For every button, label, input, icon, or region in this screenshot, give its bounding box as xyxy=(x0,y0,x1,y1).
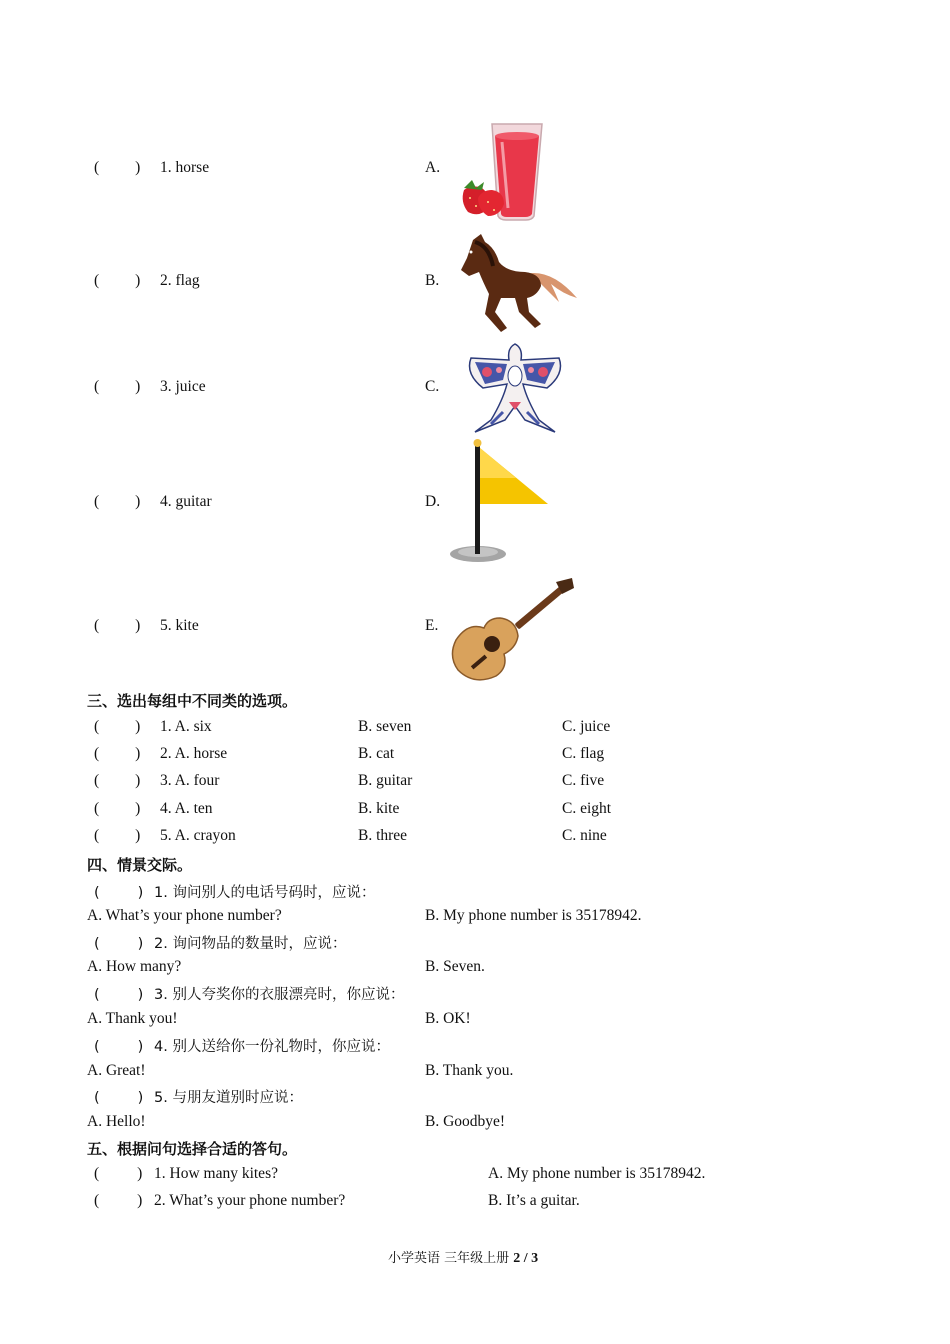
section3-title: 三、选出每组中不同类的选项。 xyxy=(87,692,298,710)
option-b: B. Thank you. xyxy=(425,1062,514,1079)
answer-blank[interactable]: ( ) xyxy=(94,272,141,289)
list-item: ( ) 1. How many kites? xyxy=(94,1165,278,1182)
list-item: ( ) 4. A. ten xyxy=(94,800,213,817)
question: ( ) 5. 与朋友道别时应说： xyxy=(94,1090,303,1106)
answer-blank[interactable]: ( ) xyxy=(94,1192,143,1209)
answer-blank[interactable]: ( ) xyxy=(94,987,144,1003)
option-b: B. Seven. xyxy=(425,958,485,975)
option-b: B. My phone number is 35178942. xyxy=(425,907,642,924)
option-b: B. seven xyxy=(358,718,412,735)
option-a: A. What’s your phone number? xyxy=(87,907,282,924)
option-b: B. OK! xyxy=(425,1010,471,1027)
match-row-2 xyxy=(94,272,200,290)
item-number: 4. xyxy=(160,493,172,510)
item-word: kite xyxy=(175,617,199,634)
option-letter: A. xyxy=(425,159,441,176)
option-b: B. Goodbye! xyxy=(425,1113,506,1130)
option-a: A. Great! xyxy=(87,1062,146,1079)
answer-blank[interactable]: ( ) xyxy=(94,1090,144,1106)
option-c: C. nine xyxy=(562,827,607,844)
item-word: flag xyxy=(175,272,200,289)
option-letter: C. xyxy=(425,378,440,395)
match-row-5 xyxy=(94,617,199,635)
option-letter: E. xyxy=(425,617,439,634)
guitar-icon xyxy=(448,574,580,686)
item-number: 1. xyxy=(160,159,172,176)
item-number: 3. xyxy=(160,378,172,395)
option-c: C. eight xyxy=(562,800,612,817)
match-row-4 xyxy=(94,493,212,511)
answer-blank[interactable]: ( ) xyxy=(94,1039,144,1055)
answer-blank[interactable]: ( ) xyxy=(94,772,141,789)
horse-icon xyxy=(455,232,583,336)
question: ( ) 2. 询问物品的数量时，应说： xyxy=(94,936,347,952)
answer-blank[interactable]: ( ) xyxy=(94,745,141,762)
answer-blank[interactable]: ( ) xyxy=(94,885,144,901)
question: ( ) 3. 别人夸奖你的衣服漂亮时，你应说： xyxy=(94,987,405,1003)
juice-icon xyxy=(458,118,550,224)
flag-icon xyxy=(446,438,554,566)
list-item: ( ) 2. A. horse xyxy=(94,745,228,762)
list-item: ( ) 3. A. four xyxy=(94,772,220,789)
option-a: A. How many? xyxy=(87,958,182,975)
answer-blank[interactable]: ( ) xyxy=(94,1165,143,1182)
answer-blank[interactable]: ( ) xyxy=(94,936,144,952)
answer-blank[interactable]: ( ) xyxy=(94,493,141,510)
option-b: B. guitar xyxy=(358,772,413,789)
option-c: C. flag xyxy=(562,745,605,762)
kite-icon xyxy=(463,340,567,436)
match-row-3 xyxy=(94,378,206,396)
option-letter: D. xyxy=(425,493,441,510)
option-c: C. five xyxy=(562,772,605,789)
item-word: guitar xyxy=(175,493,212,510)
list-item: ( ) 2. What’s your phone number? xyxy=(94,1192,346,1209)
answer-blank[interactable]: ( ) xyxy=(94,718,141,735)
option-b: B. three xyxy=(358,827,408,844)
list-item: ( ) 5. A. crayon xyxy=(94,827,236,844)
question: ( ) 4. 别人送给你一份礼物时，你应说： xyxy=(94,1039,390,1055)
answer-blank[interactable]: ( ) xyxy=(94,617,141,634)
answer-blank[interactable]: ( ) xyxy=(94,800,141,817)
answer-option: A. My phone number is 35178942. xyxy=(488,1165,706,1182)
answer-option: B. It’s a guitar. xyxy=(488,1192,580,1209)
option-b: B. cat xyxy=(358,745,395,762)
answer-blank[interactable]: ( ) xyxy=(94,827,141,844)
option-letter: B. xyxy=(425,272,440,289)
question: ( ) 1. 询问别人的电话号码时，应说： xyxy=(94,885,376,901)
item-word: horse xyxy=(175,159,210,176)
option-a: A. Thank you! xyxy=(87,1010,178,1027)
page-footer xyxy=(388,1247,538,1267)
footer-text: 小学英语 三年级上册 xyxy=(388,1251,510,1266)
item-number: 5. xyxy=(160,617,172,634)
option-b: B. kite xyxy=(358,800,400,817)
option-a: A. Hello! xyxy=(87,1113,146,1130)
match-row-1 xyxy=(94,159,209,177)
item-word: juice xyxy=(175,378,206,395)
page-number: 2 / 3 xyxy=(513,1251,539,1266)
section4-title: 四、情景交际。 xyxy=(87,856,193,874)
section5-title: 五、根据问句选择合适的答句。 xyxy=(87,1140,298,1158)
item-number: 2. xyxy=(160,272,172,289)
option-c: C. juice xyxy=(562,718,611,735)
list-item: ( ) 1. A. six xyxy=(94,718,212,735)
answer-blank[interactable]: ( ) xyxy=(94,159,141,176)
answer-blank[interactable]: ( ) xyxy=(94,378,141,395)
